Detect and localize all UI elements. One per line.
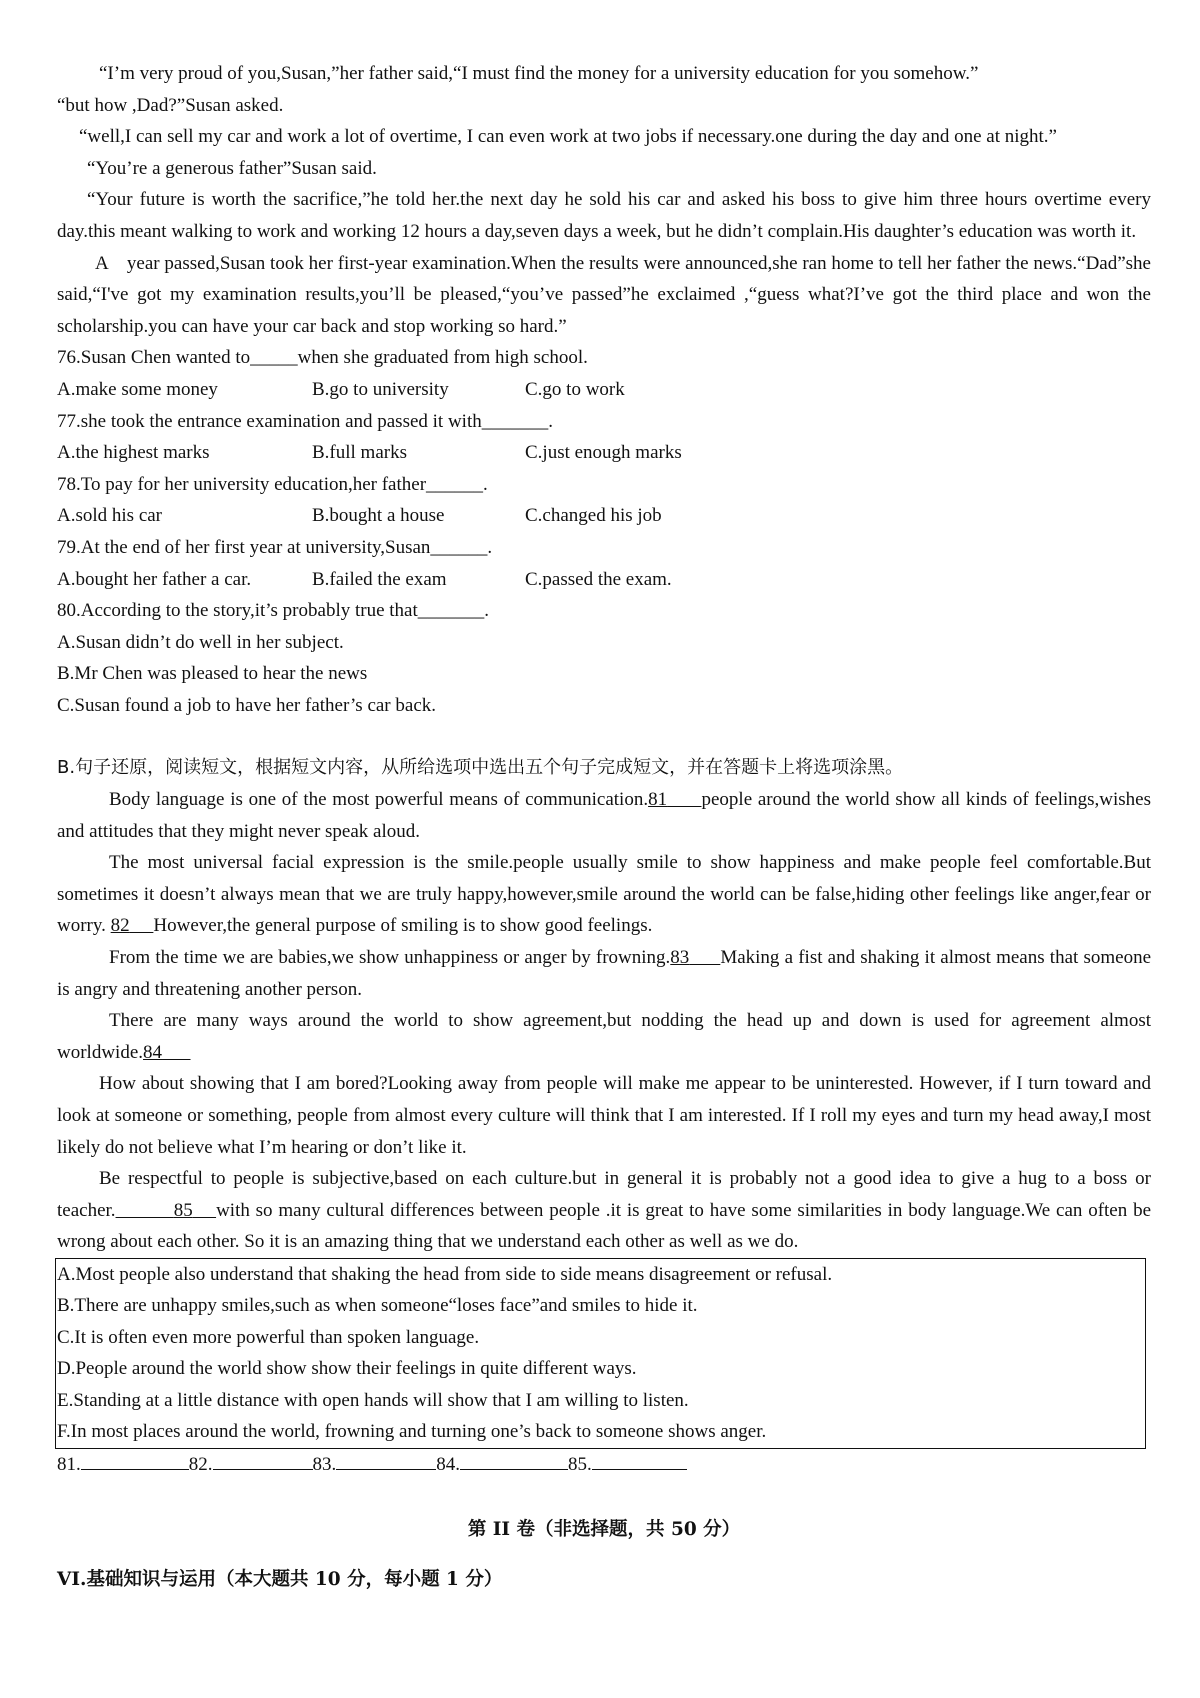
question-options (57, 374, 1151, 406)
question-options (57, 564, 1151, 596)
choices-box (55, 1258, 1146, 1449)
blank-83: 83 (670, 947, 690, 969)
blank-82: 82 (110, 915, 130, 937)
passage-paragraph-2: The most universal facial expression is the smile.people usually smile to show happiness and make people feel comfortable.But sometimes it doesn’t always mean that we are truly happy,however,smile around the world can be false,hiding other feelings like anger,fear or worry. 82 However,the general purpose of smiling is to show good feelings. (57, 852, 1151, 937)
answer-82[interactable]: 82. (189, 1449, 313, 1481)
answer-85[interactable]: 85. (568, 1449, 687, 1481)
blank-84: 84 (143, 1041, 163, 1063)
answer-blank: _______ (417, 600, 485, 622)
answer-blank: _______ (481, 410, 549, 432)
option-b: B.Mr Chen was pleased to hear the news (57, 663, 368, 685)
passage-paragraph-4: There are many ways around the world to show agreement,but nodding the head up and down is used for agreement almost worldwide.84 (57, 1010, 1151, 1063)
option-b: B.go to university (312, 378, 449, 400)
answer-83[interactable]: 83. (313, 1449, 437, 1481)
exam-page (57, 58, 1156, 1614)
option-b: B.failed the exam (312, 568, 447, 590)
answer-81[interactable]: 81. (57, 1449, 189, 1481)
choice-d: D.People around the world show show their feelings in quite different ways. (57, 1358, 637, 1380)
option-b: B.bought a house (312, 505, 445, 527)
part-2-title: 第 II 卷（非选择题，共 50 分） (467, 1518, 741, 1540)
question-79 (57, 532, 1151, 595)
blank-85: 85 (173, 1199, 193, 1221)
blank-81: 81 (648, 789, 668, 811)
answer-blank: ______ (430, 536, 488, 558)
question-stem: 76.Susan Chen wanted to_____when she graduated from high school. (57, 347, 588, 369)
choice-f: F.In most places around the world, frowning and turning one’s back to someone shows anger. (57, 1421, 767, 1443)
choice-a: A.Most people also understand that shaking the head from side to side means disagreement or refusal. (57, 1263, 833, 1285)
story-paragraph-1: “I’m very proud of you,Susan,”her father said,“I must find the money for a university education for you somehow.” (99, 63, 979, 84)
option-a: A.bought her father a car. (57, 568, 252, 590)
option-c: C.Susan found a job to have her father’s car back. (57, 694, 436, 716)
question-stem: 78.To pay for her university education,her father______. (57, 473, 488, 495)
option-c: C.changed his job (525, 505, 662, 527)
passage-paragraph-3: From the time we are babies,we show unhappiness or anger by frowning.83 Making a fist and shaking it almost means that someone is angry and threatening another person. (57, 947, 1152, 1000)
option-a: A.Susan didn’t do well in her subject. (57, 631, 344, 653)
question-76 (57, 342, 1151, 405)
question-78 (57, 469, 1151, 532)
story-paragraph-3: “well,I can sell my car and work a lot of overtime, I can even work at two jobs if necessary.one during the day and one at night.” (79, 126, 1057, 148)
option-b: B.full marks (312, 442, 407, 464)
question-80 (57, 595, 1151, 721)
option-c: C.passed the exam. (525, 568, 672, 590)
passage-paragraph-5: How about showing that I am bored?Looking away from people will make me appear to be uninterested. However, if I turn toward and look at someone or something, people from almost every culture will think that I am interested. If I roll my eyes and turn my head away,I most likely do not believe what I’m hearing or don’t like it. (57, 1073, 1151, 1158)
option-a: A.the highest marks (57, 442, 210, 464)
answer-line (57, 1449, 1151, 1481)
question-options (57, 437, 1151, 469)
answer-84[interactable]: 84. (436, 1449, 568, 1481)
story-paragraph-5: “Your future is worth the sacrifice,”he told her.the next day he sold his car and asked his boss to give him three hours overtime every day.this meant walking to work and working 12 hours a day,seven days a week, but he didn’t complain.His daughter’s education was worth it. (57, 189, 1151, 242)
question-stem: 77.she took the entrance examination and passed it with_______. (57, 410, 553, 432)
answer-blank: ______ (426, 473, 484, 495)
choice-b: B.There are unhappy smiles,such as when someone“loses face”and smiles to hide it. (57, 1295, 698, 1317)
passage-paragraph-1: Body language is one of the most powerful means of communication.81 people around the world show all kinds of feelings,wishes and attitudes that they might never speak aloud. (57, 789, 1152, 842)
option-c: C.go to work (525, 378, 625, 400)
story-paragraph-6: A year passed,Susan took her first-year examination.When the results were announced,she ran home to tell her father the news.“Dad”she said,“I've got my examination results,you’ll be pleased,“you’ve passed”he exclaimed ,“guess what?I’ve got the third place and won the scholarship.you can have your car back and stop working so hard.” (57, 252, 1156, 337)
section-b-instruction: B.句子还原，阅读短文，根据短文内容，从所给选项中选出五个句子完成短文，并在答题卡上将选项涂黑。 (57, 757, 904, 779)
story-paragraph-4: “You’re a generous father”Susan said. (87, 157, 377, 179)
question-stem: 80.According to the story,it’s probably true that_______. (57, 600, 489, 622)
question-stem: 79.At the end of her first year at university,Susan______. (57, 536, 493, 558)
story-paragraph-2: “but how ,Dad?”Susan asked. (57, 94, 284, 116)
question-options (57, 500, 1151, 532)
part-2-subtitle: VI.基础知识与运用（本大题共 10 分，每小题 1 分） (57, 1568, 503, 1590)
passage-paragraph-6: Be respectful to people is subjective,based on each culture.but in general it is probably not a good idea to give a hug to a boss or teacher. 85 with so many cultural differences between people .it is great to have some similarities in body language.We can often be wrong about each other. So it is an amazing thing that we understand each other as well as we do. (57, 1168, 1152, 1253)
option-a: A.sold his car (57, 505, 163, 527)
option-c: C.just enough marks (525, 442, 682, 464)
answer-blank: _____ (250, 347, 298, 369)
choice-e: E.Standing at a little distance with open hands will show that I am willing to listen. (57, 1389, 689, 1411)
question-77 (57, 406, 1151, 469)
option-a: A.make some money (57, 378, 218, 400)
choice-c: C.It is often even more powerful than spoken language. (57, 1326, 480, 1348)
